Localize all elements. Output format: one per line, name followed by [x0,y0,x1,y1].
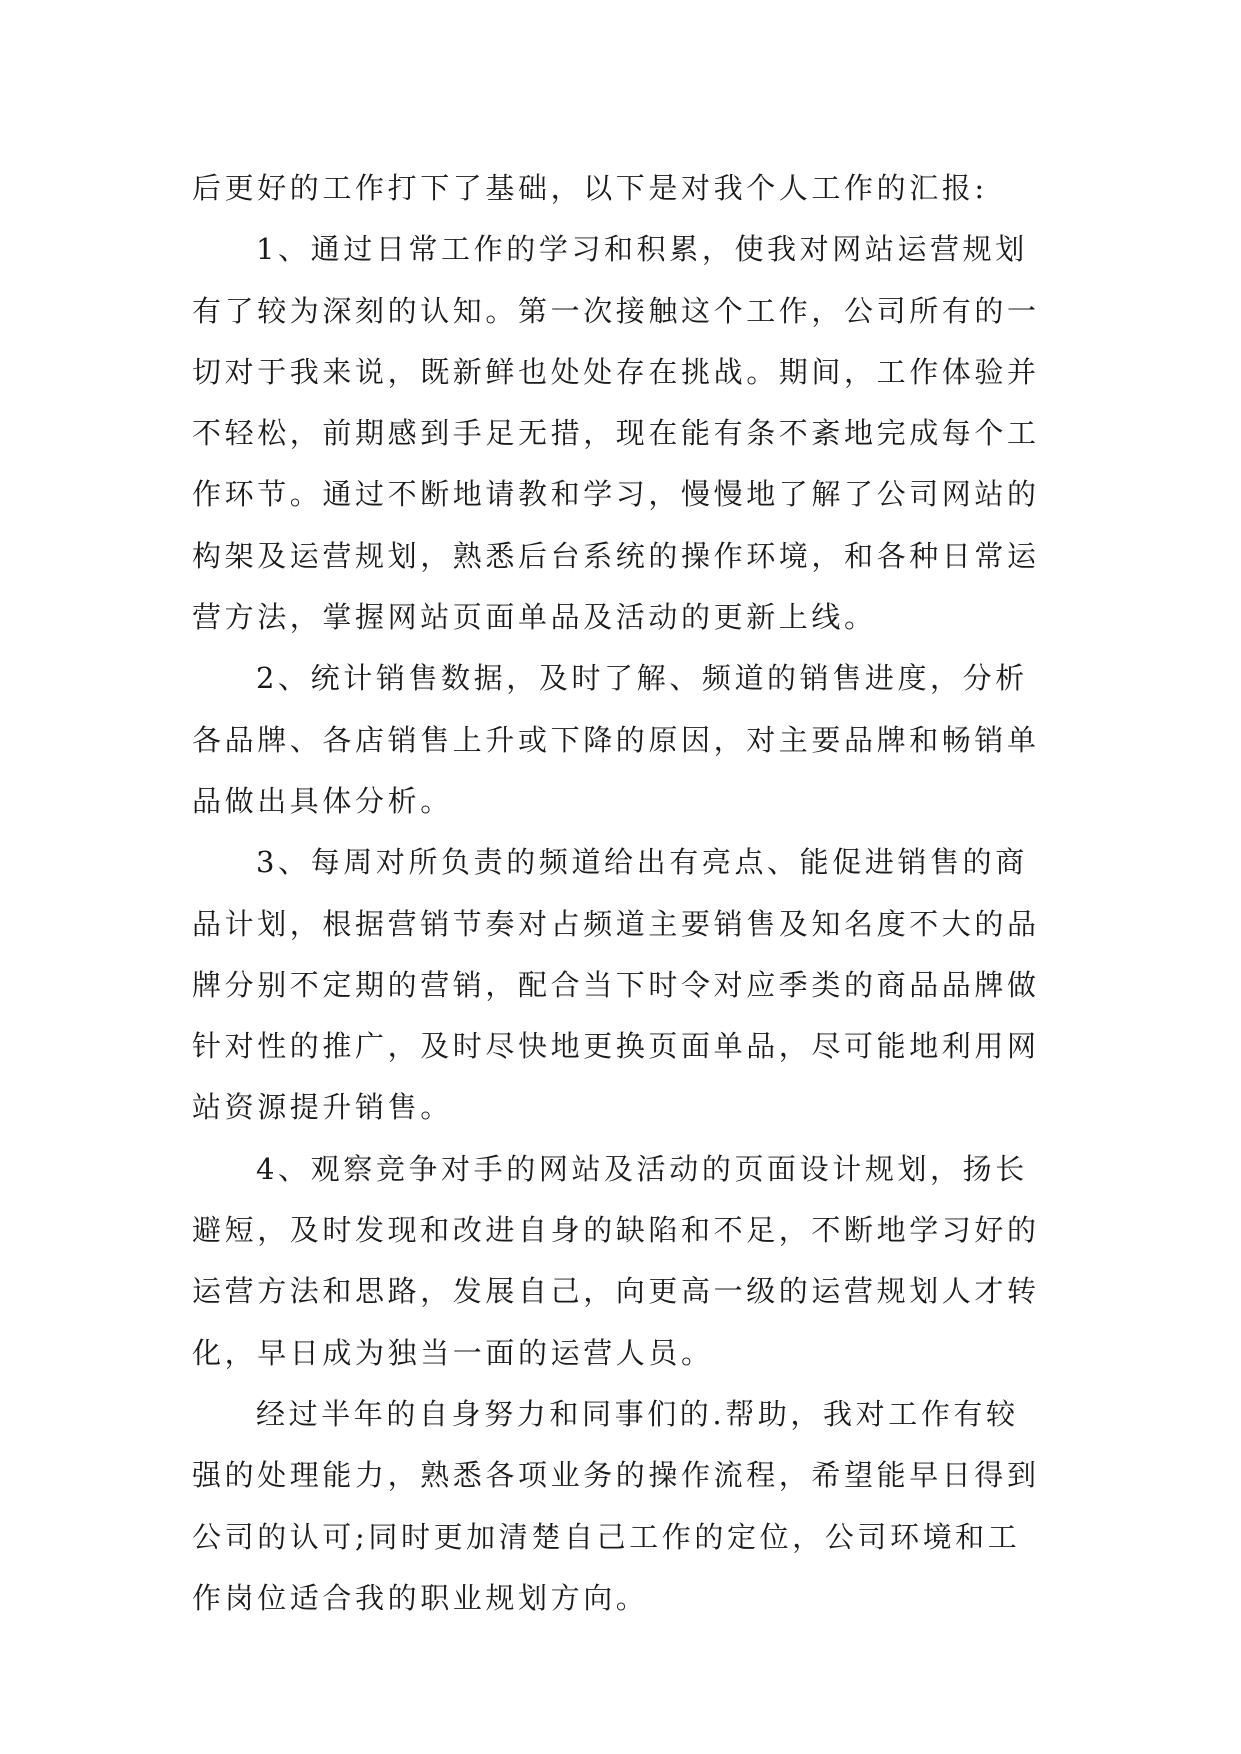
text-line-4: 切对于我来说，既新鲜也处处存在挑战。期间，工作体验并 [192,354,1040,389]
text-line-3: 有了较为深刻的认知。第一次接触这个工作，公司所有的一 [192,293,1040,328]
text-line-10: 各品牌、各店销售上升或下降的原因，对主要品牌和畅销单 [192,722,1040,757]
text-line-15: 针对性的推广，及时尽快地更换页面单品，尽可能地利用网 [192,1029,1040,1064]
text-line-11: 品做出具体分析。 [192,783,453,818]
text-line-6: 作环节。通过不断地请教和学习，慢慢地了解了公司网站的 [192,477,1040,512]
text-line-12: 3、每周对所负责的频道给出有亮点、能促进销售的商 [256,845,1028,880]
text-line-5: 不轻松，前期感到手足无措，现在能有条不紊地完成每个工 [192,416,1040,451]
text-line-17: 4、观察竞争对手的网站及活动的页面设计规划，扬长 [256,1151,1028,1186]
text-line-7: 构架及运营规划，熟悉后台系统的操作环境，和各种日常运 [192,538,1040,573]
text-line-18: 避短，及时发现和改进自身的缺陷和不足，不断地学习好的 [192,1213,1040,1248]
text-line-1: 后更好的工作打下了基础，以下是对我个人工作的汇报: [192,171,988,205]
text-line-16: 站资源提升销售。 [192,1090,453,1125]
text-line-21: 经过半年的自身努力和同事们的.帮助，我对工作有较 [256,1396,1019,1431]
document-body [192,158,1052,1629]
text-line-20: 化，早日成为独当一面的运营人员。 [192,1335,714,1370]
text-line-9: 2、统计销售数据，及时了解、频道的销售进度，分析 [256,661,1028,696]
text-line-22: 强的处理能力，熟悉各项业务的操作流程，希望能早日得到 [192,1458,1040,1493]
text-line-19: 运营方法和思路，发展自己，向更高一级的运营规划人才转 [192,1274,1040,1309]
text-line-13: 品计划，根据营销节奏对占频道主要销售及知名度不大的品 [192,906,1040,941]
text-line-8: 营方法，掌握网站页面单品及活动的更新上线。 [192,600,877,635]
text-line-2: 1、通过日常工作的学习和积累，使我对网站运营规划 [256,232,1028,267]
text-line-24: 作岗位适合我的职业规划方向。 [192,1580,649,1615]
text-line-14: 牌分别不定期的营销，配合当下时令对应季类的商品品牌做 [192,967,1040,1002]
text-line-23: 公司的认可;同时更加清楚自己工作的定位，公司环境和工 [192,1519,1021,1554]
